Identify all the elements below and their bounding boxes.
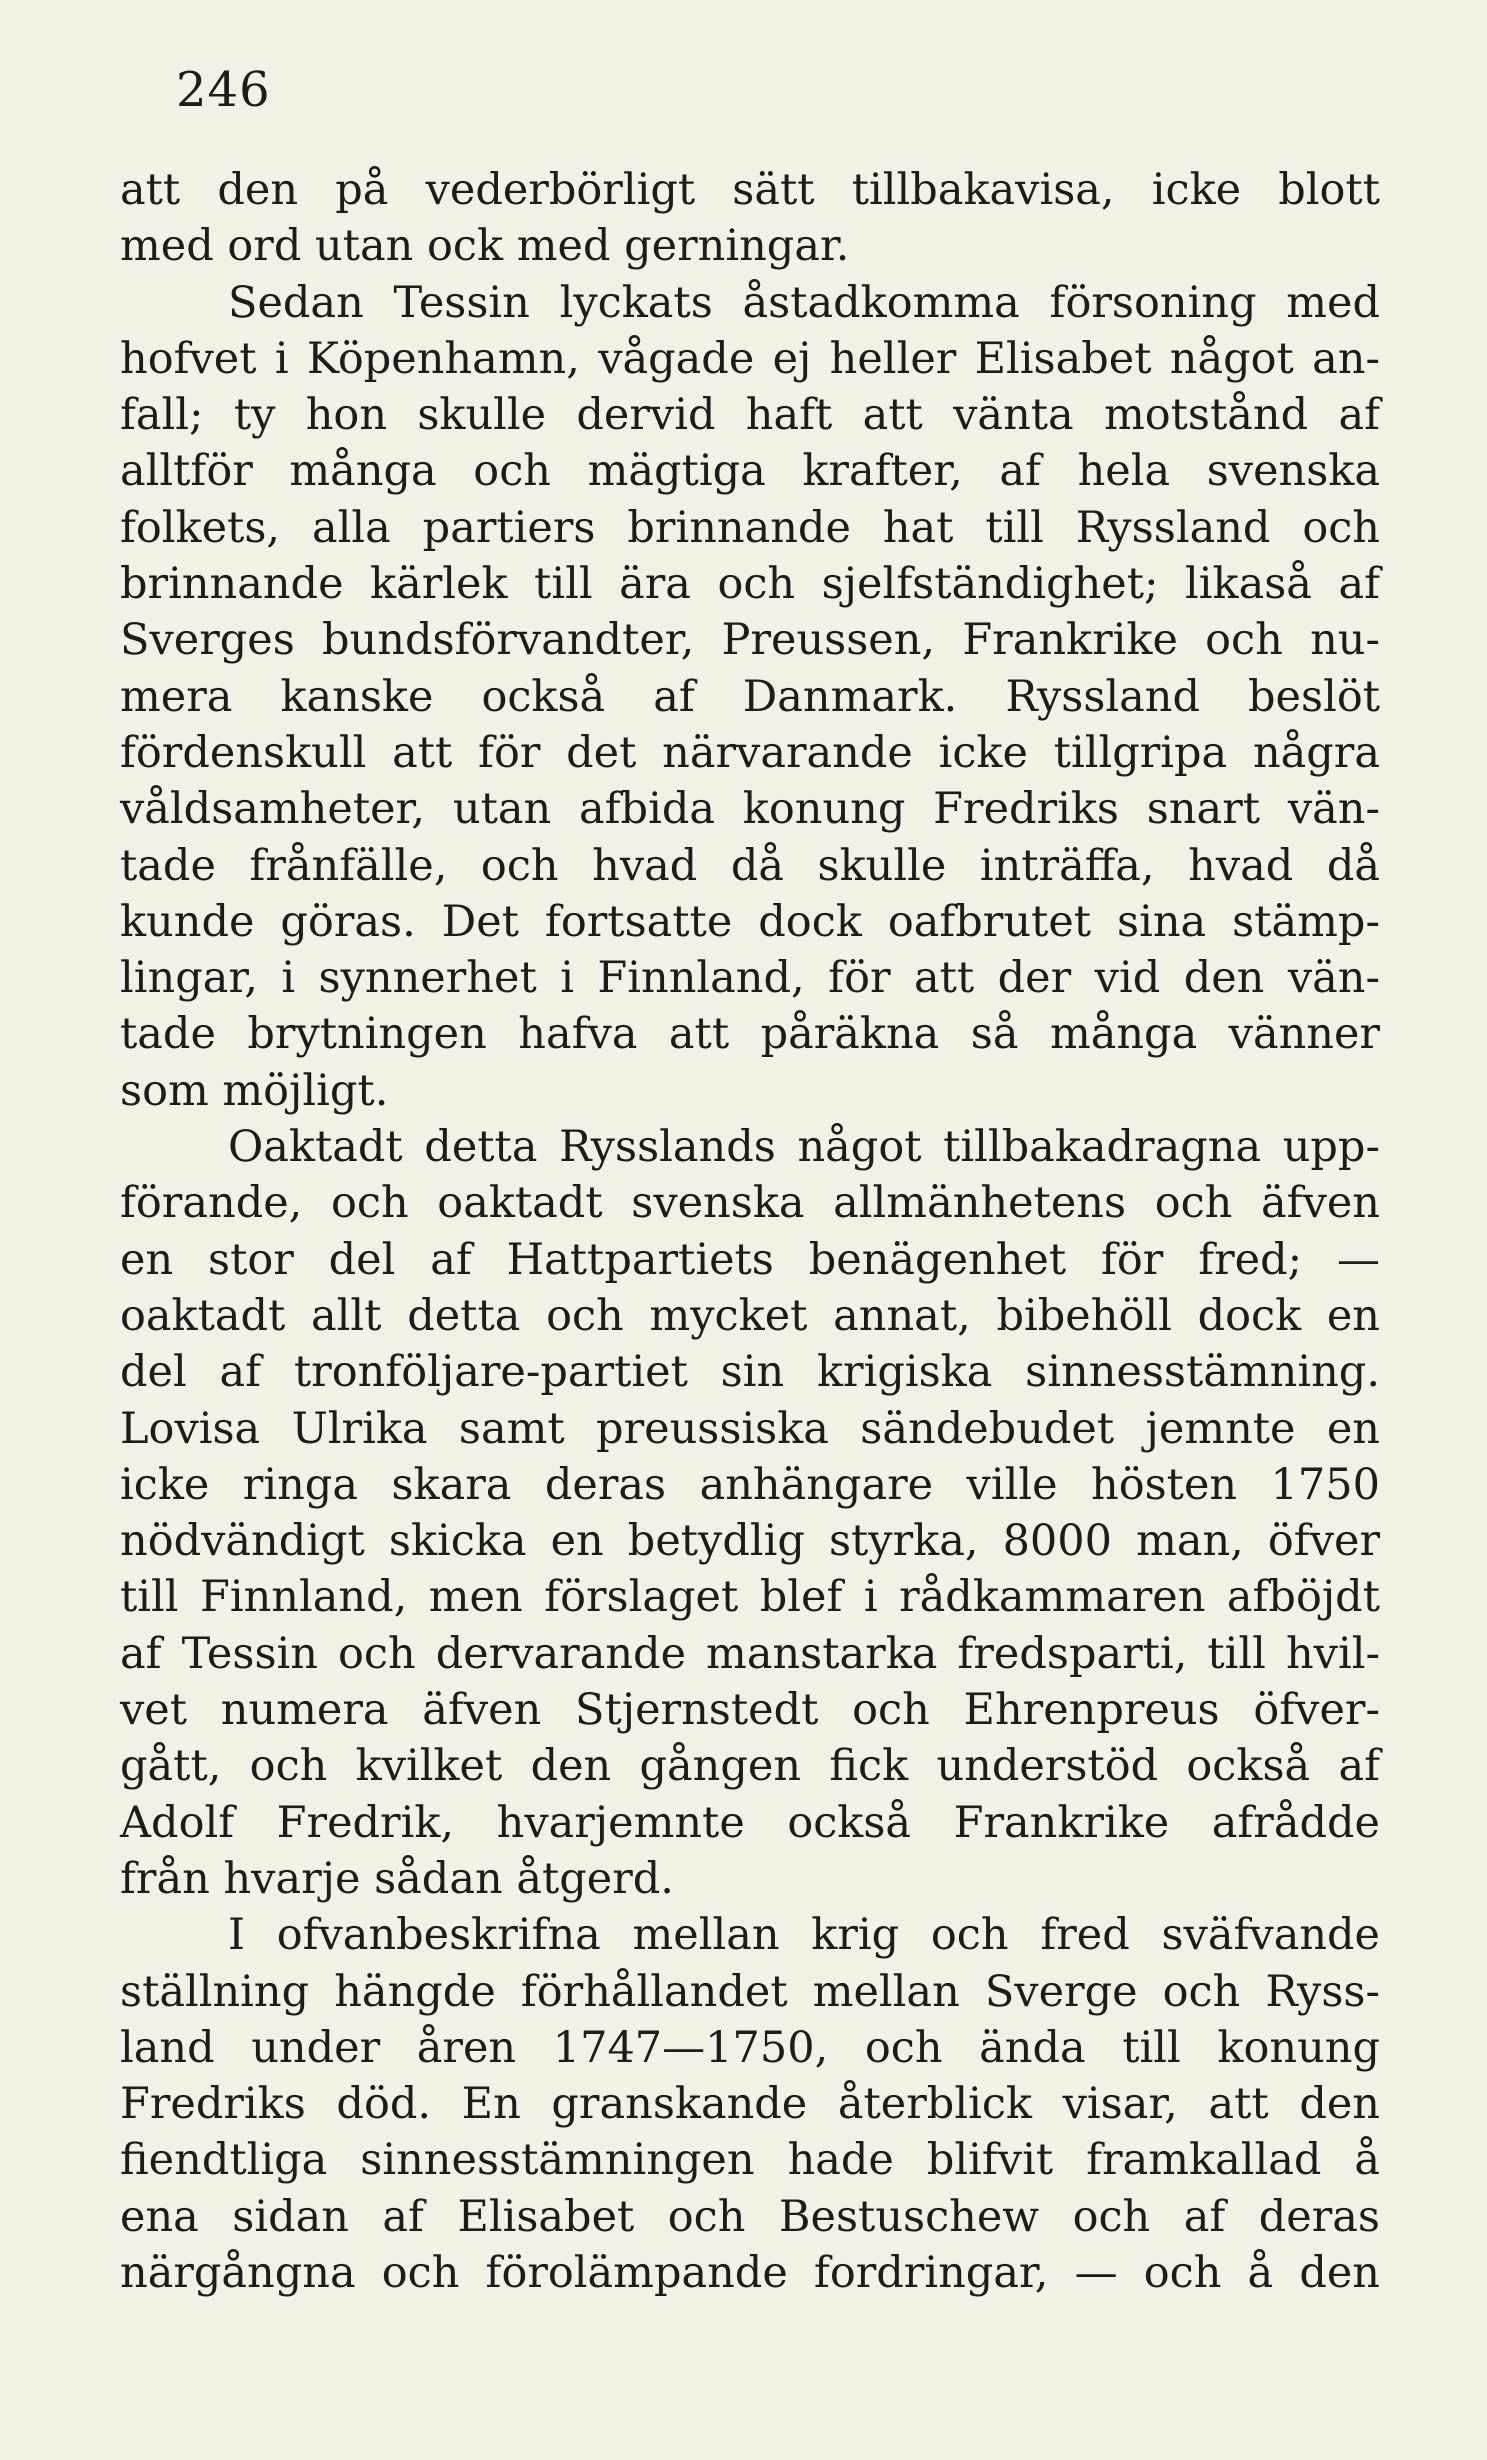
text-line: Oaktadt detta Rysslands något tillbakadragna upp- bbox=[228, 1122, 1380, 1173]
text-line: fiendtliga sinnesstämningen hade blifvit framkallad å bbox=[120, 2135, 1380, 2186]
text-line: som möjligt. bbox=[120, 1065, 389, 1116]
text-line: Adolf Fredrik, hvarjemnte också Frankrike afrådde bbox=[120, 1797, 1380, 1848]
text-line: nödvändigt skicka en betydlig styrka, 8000 man, öfver bbox=[120, 1516, 1380, 1567]
text-line: förande, och oaktadt svenska allmänhetens och äfven bbox=[120, 1178, 1380, 1229]
text-line: ena sidan af Elisabet och Bestuschew och af deras bbox=[120, 2191, 1380, 2242]
text-line: kunde göras. Det fortsatte dock oafbrutet sina stämp- bbox=[120, 896, 1380, 947]
text-line: Lovisa Ulrika samt preussiska sändebudet jemnte en bbox=[120, 1403, 1380, 1454]
text-line: hofvet i Köpenhamn, vågade ej heller Elisabet något an- bbox=[120, 333, 1380, 384]
text-line: Fredriks död. En granskande återblick visar, att den bbox=[120, 2079, 1380, 2130]
text-line: med ord utan ock med gerningar. bbox=[120, 221, 850, 272]
text-line: att den på vederbörligt sätt tillbakavisa, icke blott bbox=[120, 165, 1380, 215]
text-line: ställning hängde förhållandet mellan Sverge och Ryss- bbox=[120, 1966, 1380, 2017]
text-line: mera kanske också af Danmark. Ryssland beslöt bbox=[120, 671, 1380, 722]
text-line: brinnande kärlek till ära och sjelfständighet; likaså af bbox=[120, 559, 1380, 610]
text-line: Sedan Tessin lyckats åstadkomma försoning med bbox=[228, 277, 1380, 328]
text-line: land under åren 1747—1750, och ända till konung bbox=[120, 2022, 1380, 2073]
text-line: I ofvanbeskrifna mellan krig och fred sväfvande bbox=[228, 1910, 1380, 1961]
text-line: fördenskull att för det närvarande icke tillgripa några bbox=[120, 727, 1380, 778]
text-line: folkets, alla partiers brinnande hat till Ryssland och bbox=[120, 502, 1380, 553]
text-line: Sverges bundsförvandter, Preussen, Frankrike och nu- bbox=[120, 615, 1380, 666]
page-number: 246 bbox=[176, 62, 271, 118]
text-line: icke ringa skara deras anhängare ville hösten 1750 bbox=[120, 1459, 1380, 1510]
text-line: lingar, i synnerhet i Finnland, för att der vid den vän- bbox=[120, 953, 1380, 1004]
text-line: alltför många och mägtiga krafter, af hela svenska bbox=[120, 446, 1380, 497]
text-line: tade frånfälle, och hvad då skulle inträffa, hvad då bbox=[120, 840, 1380, 891]
text-line: tade brytningen hafva att påräkna så många vänner bbox=[120, 1009, 1380, 1060]
text-line: af Tessin och dervarande manstarka fredsparti, till hvil- bbox=[120, 1628, 1380, 1679]
text-line: vet numera äfven Stjernstedt och Ehrenpreus öfver- bbox=[120, 1685, 1380, 1736]
text-line: gått, och kvilket den gången fick understöd också af bbox=[120, 1741, 1380, 1792]
text-line: en stor del af Hattpartiets benägenhet för fred; — bbox=[120, 1234, 1380, 1285]
text-line: från hvarje sådan åtgerd. bbox=[120, 1853, 674, 1904]
text-line: del af tronföljare-partiet sin krigiska sinnesstämning. bbox=[120, 1347, 1380, 1398]
body-text bbox=[120, 162, 1380, 2301]
text-line: närgångna och förolämpande fordringar, — och å den bbox=[120, 2247, 1380, 2298]
text-line: fall; ty hon skulle dervid haft att vänta motstånd af bbox=[120, 390, 1380, 441]
text-line: våldsamheter, utan afbida konung Fredriks snart vän- bbox=[120, 784, 1380, 835]
text-line: till Finnland, men förslaget blef i rådkammaren afböjdt bbox=[120, 1572, 1380, 1623]
text-line: oaktadt allt detta och mycket annat, bibehöll dock en bbox=[120, 1290, 1380, 1341]
